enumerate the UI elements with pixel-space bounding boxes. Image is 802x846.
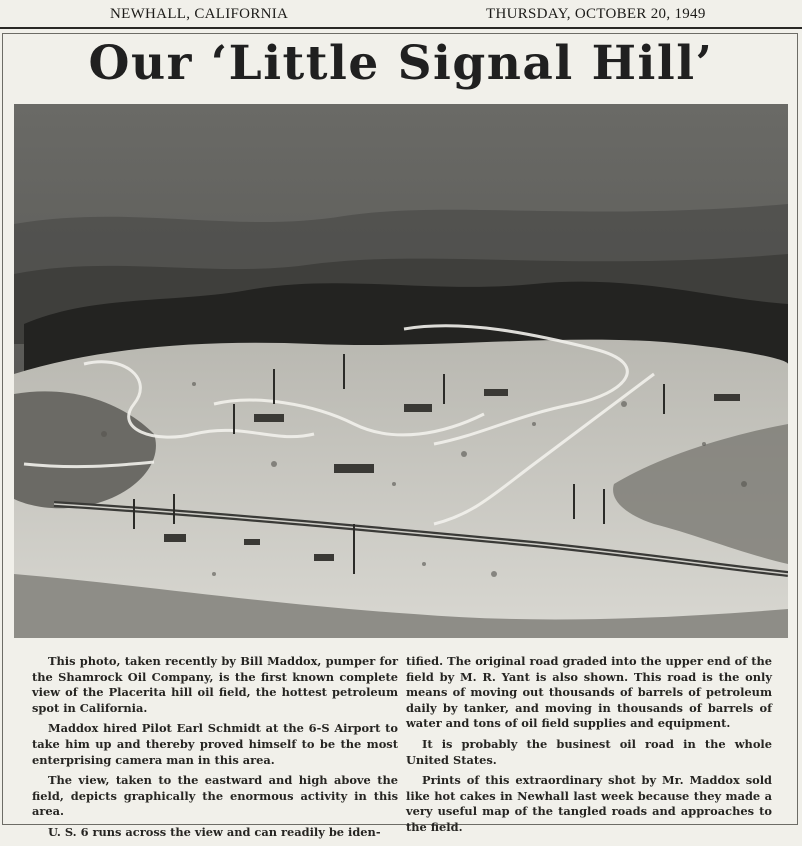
aerial-photo xyxy=(14,104,788,638)
article-paragraph: Prints of this extraordinary shot by Mr. Maddox sold like hot cakes in Newhall last week because they made a very useful map of the tangled roads and approaches to the field. xyxy=(406,773,772,834)
article-paragraph: Maddox hired Pilot Earl Schmidt at the 6-S Airport to take him up and thereby proved himself to be the most enterprising camera man in this area. xyxy=(32,721,398,767)
article-column-left xyxy=(32,654,398,846)
dateline-date: THURSDAY, OCTOBER 20, 1949 xyxy=(486,6,706,22)
article-paragraph: It is probably the businest oil road in the whole United States. xyxy=(406,736,772,767)
article-paragraph: This photo, taken recently by Bill Maddox, pumper for the Shamrock Oil Company, is the first known complete view of the Placerita hill oil field, the hottest petroleum spot in California. xyxy=(32,654,398,715)
dateline-location: NEWHALL, CALIFORNIA xyxy=(110,6,289,22)
article-paragraph: The view, taken to the eastward and high above the field, depicts graphically the enormous activity in this area. xyxy=(32,773,398,819)
headline: Our ‘Little Signal Hill’ xyxy=(88,36,714,91)
dateline xyxy=(0,0,802,28)
oil-field-photo-illustration xyxy=(14,104,788,638)
article-paragraph: U. S. 6 runs across the view and can readily be iden- xyxy=(48,824,381,839)
article-column-right xyxy=(406,654,772,841)
article-paragraph: tified. The original road graded into the upper end of the field by M. R. Yant is also shown. This road is the only means of moving out thousands of barrels of petroleum daily by tanker, and moving in thousands of barrels of water and tons of oil field supplies and equipment. xyxy=(406,654,772,731)
header-rule xyxy=(0,27,802,29)
